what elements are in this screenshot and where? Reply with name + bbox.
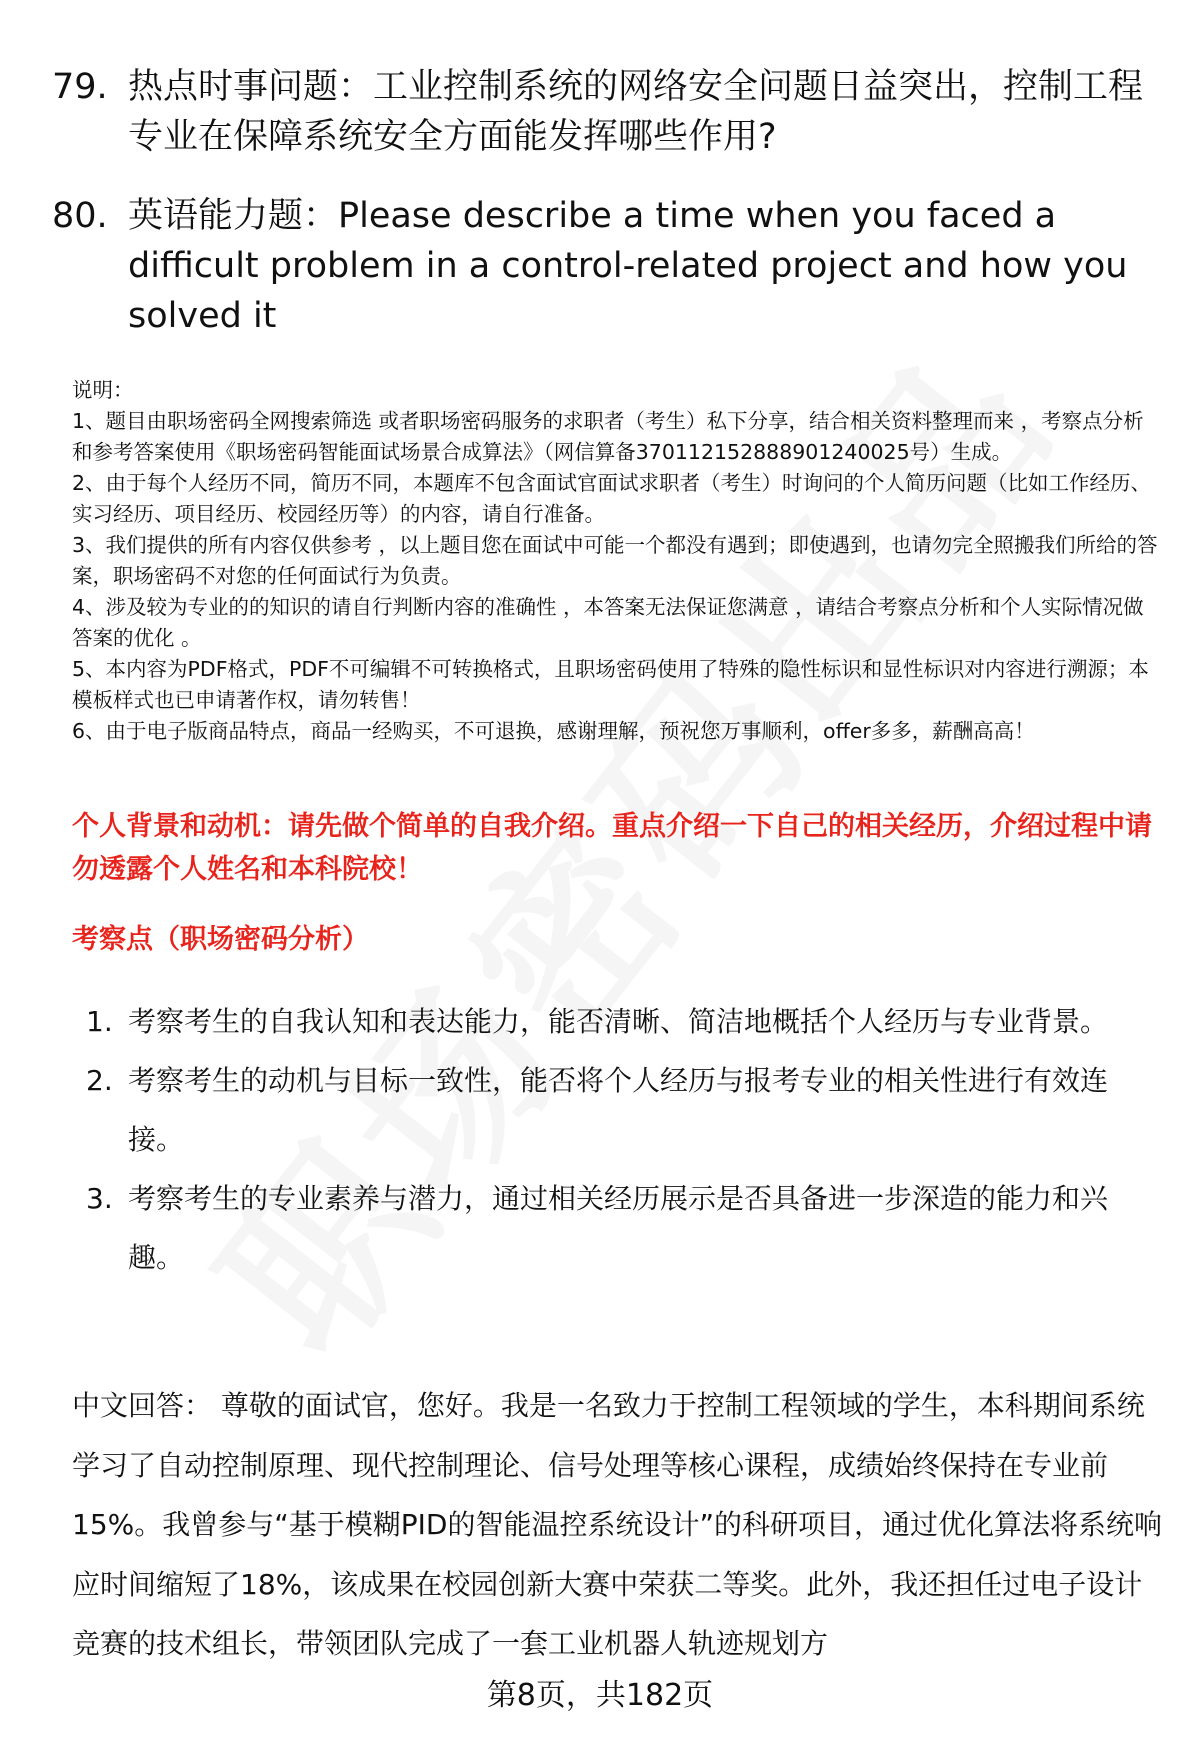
note-item: 1、题目由职场密码全网搜索筛选 或者职场密码服务的求职者（考生）私下分享，结合相关资料整理而来 ，考察点分析和参考答案使用《职场密码智能面试场景合成算法》（网信算备370112152888901240025号）生成。 (72, 409, 1144, 464)
page-footer: 第8页，共182页 (486, 1678, 714, 1713)
question-number: 80. (52, 196, 108, 236)
answer-paragraph (72, 1376, 1162, 1674)
answer-text: 尊敬的面试官，您好。我是一名致力于控制工程领域的学生，本科期间系统学习了自动控制原理、现代控制理论、信号处理等核心课程，成绩始终保持在专业前15%。我曾参与“基于模糊PID的智能温控系统设计”的科研项目，通过优化算法将系统响应时间缩短了18%，该成果在校园创新大赛中荣获二等奖。此外，我还担任过电子设计竞赛的技术组长，带领团队完成了一套工业机器人轨迹规划方 (72, 1389, 1162, 1660)
answer-label: 中文回答： (72, 1389, 213, 1422)
question-80 (52, 191, 1152, 341)
question-text: 热点时事问题：工业控制系统的网络安全问题日益突出，控制工程专业在保障系统安全方面能发挥哪些作用? (128, 67, 1144, 157)
point-text: 考察考生的专业素养与潜力，通过相关经历展示是否具备进一步深造的能力和兴趣。 (128, 1182, 1109, 1274)
point-number: 2. (86, 1064, 113, 1097)
question-number: 79. (52, 67, 108, 107)
note-item: 5、本内容为PDF格式，PDF不可编辑不可转换格式，且职场密码使用了特殊的隐性标识和显性标识对内容进行溯源；本模板样式也已申请著作权，请勿转售！ (72, 657, 1149, 712)
analysis-point (72, 1169, 1162, 1287)
point-text: 考察考生的动机与目标一致性，能否将个人经历与报考专业的相关性进行有效连接。 (128, 1064, 1109, 1156)
analysis-point (72, 1051, 1162, 1169)
note-item: 3、我们提供的所有内容仅供参考 ，以上题目您在面试中可能一个都没有遇到；即使遇到，也请勿完全照搬我们所给的答案，职场密码不对您的任何面试行为负责。 (72, 533, 1158, 588)
background-question-heading: 个人背景和动机：请先做个简单的自我介绍。重点介绍一下自己的相关经历，介绍过程中请勿透露个人姓名和本科院校！ (72, 811, 1152, 885)
note-item: 2、由于每个人经历不同，简历不同，本题库不包含面试官面试求职者（考生）时询问的个人简历问题（比如工作经历、实习经历、项目经历、校园经历等）的内容，请自行准备。 (72, 471, 1152, 526)
point-number: 3. (86, 1182, 113, 1215)
analysis-points (72, 992, 1162, 1287)
note-item: 4、涉及较为专业的的知识的请自行判断内容的准确性 ，本答案无法保证您满意 ，请结合考察点分析和个人实际情况做答案的优化 。 (72, 595, 1144, 650)
point-number: 1. (86, 1005, 113, 1038)
question-79 (52, 62, 1152, 162)
notes-section (72, 375, 1162, 747)
analysis-point (72, 992, 1162, 1051)
point-text: 考察考生的自我认知和表达能力，能否清晰、简洁地概括个人经历与专业背景。 (128, 1005, 1109, 1038)
note-item: 6、由于电子版商品特点，商品一经购买，不可退换，感谢理解，预祝您万事顺利，offer多多，薪酬高高！ (72, 719, 1035, 743)
notes-heading: 说明： (72, 378, 134, 402)
question-text: 英语能力题：Please describe a time when you faced a difficult problem in a control-related project and how you solved it (128, 196, 1128, 336)
analysis-heading: 考察点（职场密码分析） (72, 924, 369, 955)
